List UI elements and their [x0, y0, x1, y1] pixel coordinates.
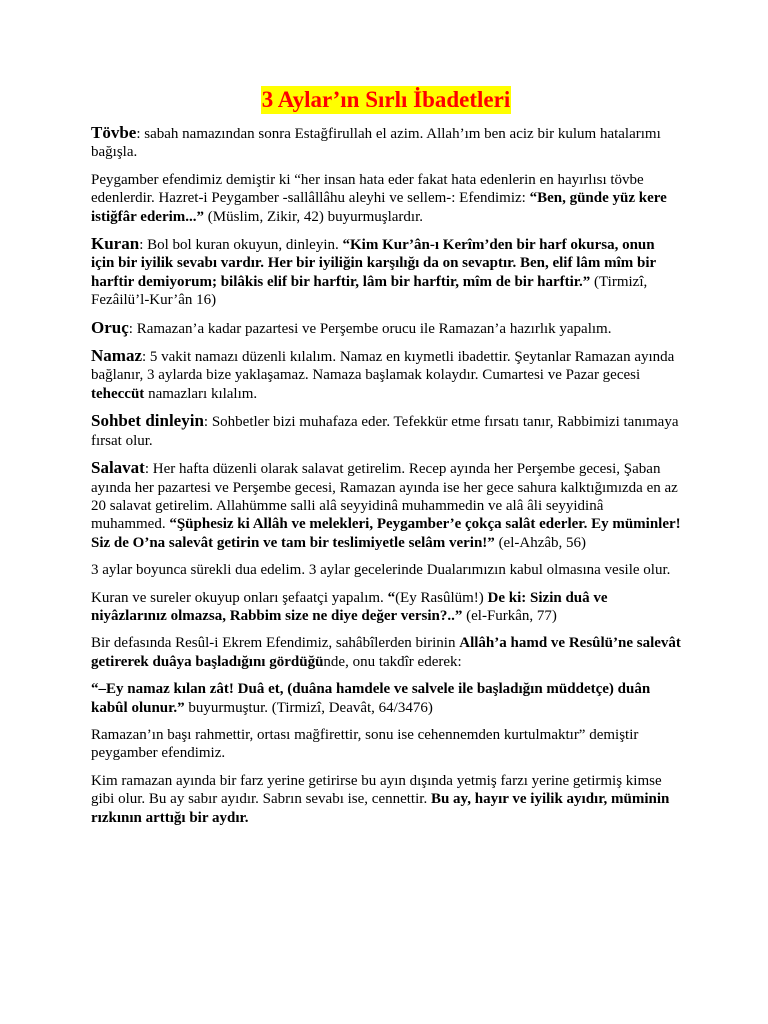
term-namaz: Namaz [91, 346, 142, 366]
paragraph-tovbe [91, 124, 681, 162]
text-hadith-pre: Peygamber efendimiz demiştir ki “her insan hata eder fakat hata edenlerin en hayırlısı tövbe edenlerdir. Hazret-i Peygamber -sallâllâhu aleyhi ve sellem-: Efendimiz: [91, 171, 644, 207]
paragraph-ramazan [91, 726, 681, 763]
text-salavat-pre: : Her hafta düzenli olarak salavat getirelim. Recep ayında her Perşembe gecesi, Şaban ayında her pazartesi ve Perşembe gecesi, Ramazan ayında ise her gece sahura kalktığımızda en az 20 salavat getirelim. Allahümme salli alâ seyyidinâ muhammedin ve alâ âli seyyidinâ muhammed. [91, 461, 678, 533]
text-farz-bold: Bu ay, hayır ve iyilik ayıdır, müminin rızkının arttığı bir aydır. [91, 791, 670, 826]
text-kuran-post: (Tirmizî, Fezâilü’l-Kur’ân 16) [91, 273, 648, 309]
text-kuran-quote: “Kim Kur’ân-ı Kerîm’den bir harf okursa, onun için bir iyilik sevabı vardır. Her bir iyiliğin karşılığı da on sevaptır. Ben, elif lâm mîm bir harftir demiyorum; bilâkis elif bir harftir, lâm bir harftir, mîm de bir harftir.” [91, 237, 656, 290]
paragraph-namaz-kilan [91, 680, 681, 717]
text-defasinda-pre: Bir defasında Resûl-i Ekrem Efendimiz, sahâbîlerden birinin [91, 635, 460, 652]
paragraph-sohbet [91, 412, 681, 450]
text-sefaat-post: (el-Furkân, 77) [462, 607, 557, 624]
text-defasinda-post: nde, onu takdîr ederek: [323, 653, 462, 670]
term-sohbet: Sohbet dinleyin [91, 411, 204, 431]
text-sefaat-open-quote: “ [387, 589, 396, 606]
term-tovbe: Tövbe [91, 123, 137, 142]
paragraph-sefaat [91, 589, 681, 626]
document-page [91, 86, 681, 836]
text-namaz-bold: teheccüt [91, 385, 145, 402]
paragraph-hadith-istigfar [91, 171, 681, 226]
term-oruc: Oruç [91, 317, 129, 337]
text-sefaat-quote: De ki: Sizin duâ ve niyâzlarınız olmazsa, Rabbim size ne diye değer versin?..” [91, 589, 608, 624]
text-kuran-pre: : Bol bol kuran okuyun, dinleyin. [139, 237, 343, 254]
paragraph-farz [91, 772, 681, 827]
text-oruc: : Ramazan’a kadar pazartesi ve Perşembe orucu ile Ramazan’a hazırlık yapalım. [128, 320, 612, 337]
text-namaz-pre: : 5 vakit namazı düzenli kılalım. Namaz en kıymetli ibadettir. Şeytanlar Ramazan ayında bağlanır, 3 aylarda bize yaklaşamaz. Namaza başlamak kolaydır. Cumartesi ve Pazar gecesi [91, 349, 675, 384]
text-hadith-quote: “Ben, günde yüz kere istiğfâr ederim...” [91, 190, 667, 225]
paragraph-kuran [91, 235, 681, 310]
text-namaz-kilan-post: buyurmuştur. (Tirmizî, Deavât, 64/3476) [184, 699, 433, 716]
term-salavat: Salavat [91, 458, 145, 478]
text-namaz-kilan-quote: “–Ey namaz kılan zât! Duâ et, (duâna hamdele ve salvele ile başladığın müddetçe) duân kabûl olunur.” [91, 681, 651, 716]
paragraph-oruc [91, 319, 681, 338]
text-sefaat-pre: Kuran ve sureler okuyup onları şefaatçi yapalım. [91, 589, 388, 606]
term-kuran: Kuran [91, 234, 140, 254]
text-ramazan: Ramazan’ın başı rahmettir, ortası mağfirettir, sonu ise cehennemden kurtulmaktır” demiştir peygamber efendimiz. [91, 726, 639, 762]
text-salavat-post: (el-Ahzâb, 56) [494, 534, 587, 551]
text-defasinda-bold: Allâh’a hamd ve Resûlü’ne salevât getirerek duâya başladığını gördüğü [91, 635, 681, 670]
text-tovbe: : sabah namazından sonra Estağfirullah el azim. Allah’ım ben aciz bir kulum hatalarımı bağışla. [91, 126, 661, 161]
page-title: 3 Aylar’ın Sırlı İbadetleri [261, 87, 511, 112]
text-sefaat-mid: (Ey Rasûlüm!) [395, 589, 488, 606]
text-sohbet: : Sohbetler bizi muhafaza eder. Tefekkür etme fırsatı tanır, Rabbimizi tanımaya fırsat olur. [91, 414, 679, 449]
text-salavat-quote: “Şüphesiz ki Allâh ve melekleri, Peygamber’e çokça salât ederler. Ey müminler! Siz de O’na salevât getirin ve tam bir teslimiyetle selâm verin!” [91, 516, 681, 551]
text-dua: 3 aylar boyunca sürekli dua edelim. 3 aylar gecelerinde Dualarımızın kabul olmasına vesile olur. [91, 562, 671, 579]
paragraph-salavat [91, 459, 681, 552]
text-namaz-post: namazları kılalım. [144, 385, 258, 402]
title-container [91, 86, 681, 114]
paragraph-defasinda [91, 634, 681, 671]
text-farz-pre: Kim ramazan ayında bir farz yerine getirirse bu ayın dışında yetmiş farzı yerine getirmiş kimse gibi olur. Bu ay sabır ayıdır. Sabrın sevabı ise, cennettir. [91, 772, 662, 808]
paragraph-namaz [91, 347, 681, 403]
text-hadith-post: (Müslim, Zikir, 42) buyurmuşlardır. [204, 208, 423, 225]
paragraph-dua [91, 561, 681, 579]
